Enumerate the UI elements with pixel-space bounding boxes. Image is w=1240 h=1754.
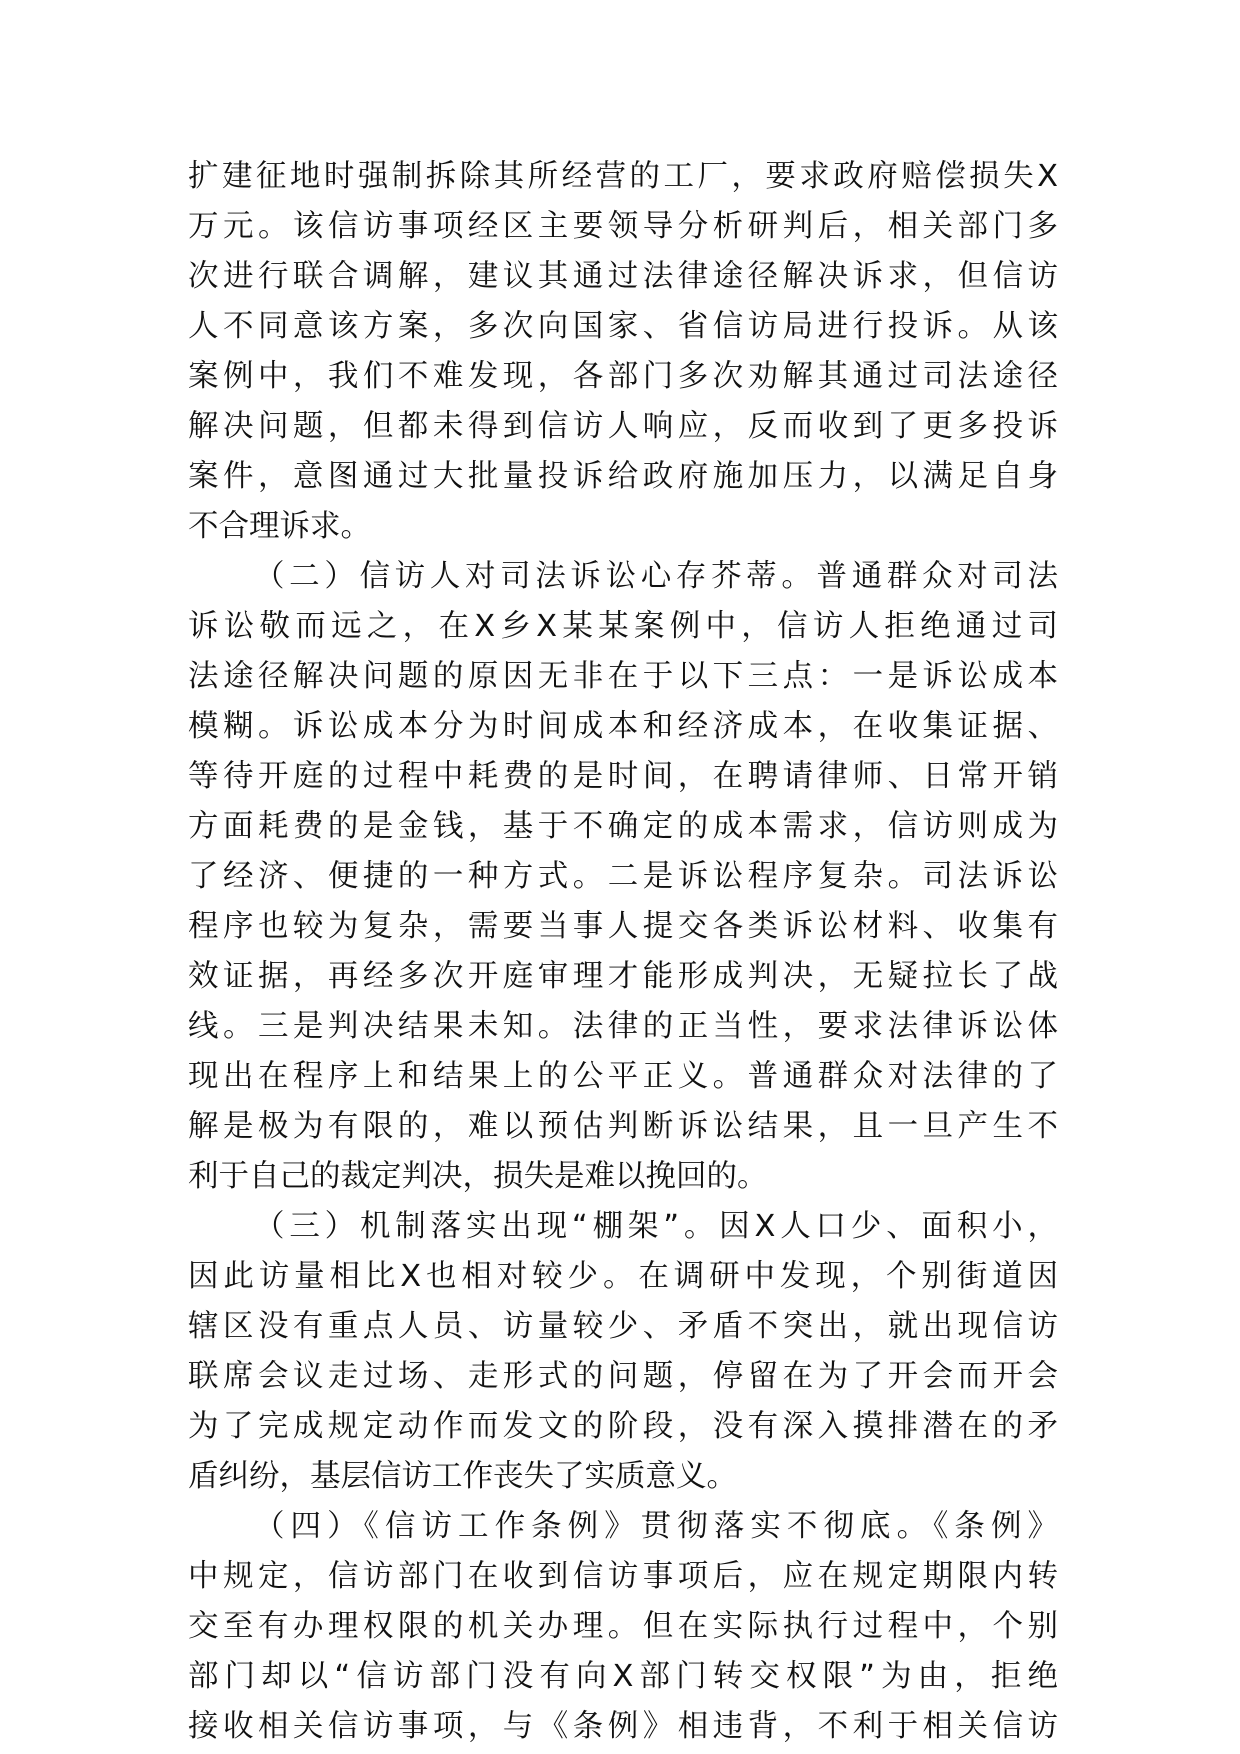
text-line: 不合理诉求。 [188, 509, 371, 544]
paragraph [188, 152, 1058, 552]
text-line: 解决问题，但都未得到信访人响应，反而收到了更多投诉 [188, 409, 1058, 444]
text-line: 盾纠纷，基层信访工作丧失了实质意义。 [188, 1459, 737, 1494]
text-line: 联席会议走过场、走形式的问题，停留在为了开会而开会 [188, 1359, 1058, 1394]
paragraph [188, 1502, 1058, 1752]
text-line: 为了完成规定动作而发文的阶段，没有深入摸排潜在的矛 [188, 1409, 1058, 1444]
text-line: 接收相关信访事项，与《条例》相违背，不利于相关信访 [188, 1709, 1058, 1744]
text-line: （二）信访人对司法诉讼心存芥蒂。普通群众对司法 [254, 559, 1058, 594]
text-line: 部门却以“信访部门没有向X部门转交权限”为由，拒绝 [188, 1659, 1058, 1694]
text-line: 解是极为有限的，难以预估判断诉讼结果，且一旦产生不 [188, 1109, 1058, 1144]
text-line: 万元。该信访事项经区主要领导分析研判后，相关部门多 [188, 209, 1058, 244]
text-line: 方面耗费的是金钱，基于不确定的成本需求，信访则成为 [188, 809, 1058, 844]
text-line: （三）机制落实出现“棚架”。因X人口少、面积小， [254, 1209, 1058, 1244]
text-line: 因此访量相比X也相对较少。在调研中发现，个别街道因 [188, 1259, 1058, 1294]
text-line: 案例中，我们不难发现，各部门多次劝解其通过司法途径 [188, 359, 1058, 394]
text-line: 线。三是判决结果未知。法律的正当性，要求法律诉讼体 [188, 1009, 1058, 1044]
text-line: 利于自己的裁定判决，损失是难以挽回的。 [188, 1159, 768, 1194]
text-line: 程序也较为复杂，需要当事人提交各类诉讼材料、收集有 [188, 909, 1058, 944]
text-line: 法途径解决问题的原因无非在于以下三点：一是诉讼成本 [188, 659, 1058, 694]
paragraph [188, 1202, 1058, 1502]
text-line: 诉讼敬而远之，在X乡X某某案例中，信访人拒绝通过司 [188, 609, 1058, 644]
document-body [188, 152, 1058, 1752]
text-line: 了经济、便捷的一种方式。二是诉讼程序复杂。司法诉讼 [188, 859, 1058, 894]
text-line: 扩建征地时强制拆除其所经营的工厂，要求政府赔偿损失X [188, 159, 1058, 194]
text-line: 模糊。诉讼成本分为时间成本和经济成本，在收集证据、 [188, 709, 1058, 744]
text-line: 等待开庭的过程中耗费的是时间，在聘请律师、日常开销 [188, 759, 1058, 794]
text-line: 次进行联合调解，建议其通过法律途径解决诉求，但信访 [188, 259, 1058, 294]
text-line: 交至有办理权限的机关办理。但在实际执行过程中，个别 [188, 1609, 1058, 1644]
text-line: 现出在程序上和结果上的公平正义。普通群众对法律的了 [188, 1059, 1058, 1094]
text-line: 中规定，信访部门在收到信访事项后，应在规定期限内转 [188, 1559, 1058, 1594]
text-line: （四）《信访工作条例》贯彻落实不彻底。《条例》 [254, 1509, 1058, 1544]
text-line: 效证据，再经多次开庭审理才能形成判决，无疑拉长了战 [188, 959, 1058, 994]
text-line: 辖区没有重点人员、访量较少、矛盾不突出，就出现信访 [188, 1309, 1058, 1344]
paragraph [188, 552, 1058, 1202]
text-line: 案件，意图通过大批量投诉给政府施加压力，以满足自身 [188, 459, 1058, 494]
text-line: 人不同意该方案，多次向国家、省信访局进行投诉。从该 [188, 309, 1058, 344]
